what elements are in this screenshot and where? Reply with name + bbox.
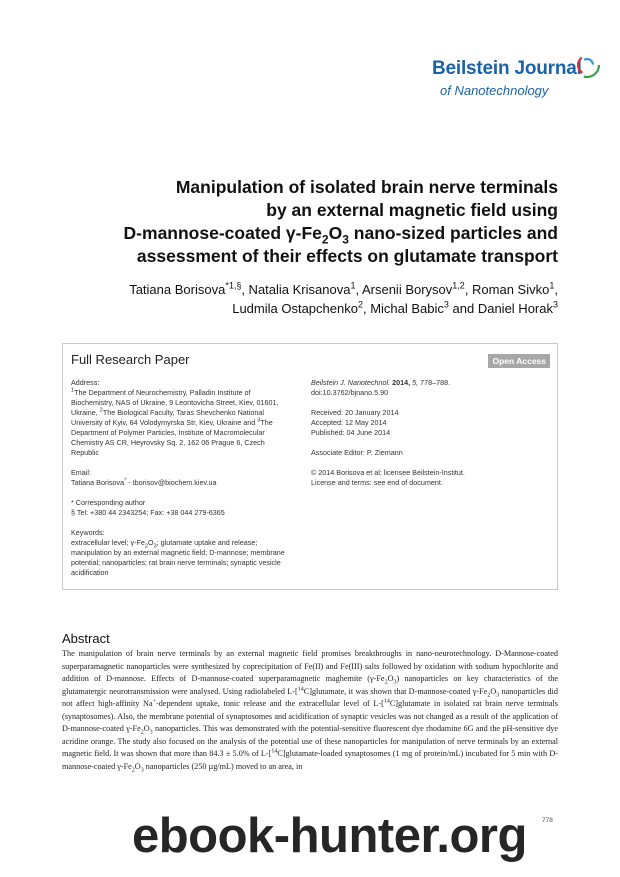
license-terms: License and terms: see end of document. bbox=[311, 478, 443, 487]
corresponding-author: * Corresponding author bbox=[71, 498, 146, 507]
citation: Beilstein J. Nanotechnol. 2014, 5, 778–788. bbox=[311, 378, 451, 387]
keywords-text: extracellular level; $\gamma-Fe_2O_3$; glutamate uptake and release; manipulation by an external magnetic field; D-mannose; membrane potential; nanoparticles; rat brain nerve terminals; synaptic vesicle acidification bbox=[71, 538, 285, 577]
keywords-label: Keywords: bbox=[71, 528, 105, 537]
article-title bbox=[38, 176, 558, 268]
dates-block bbox=[311, 408, 551, 438]
title-text: O bbox=[328, 223, 343, 243]
author-line-2 bbox=[38, 299, 558, 318]
corresponding-block bbox=[71, 498, 293, 518]
abstract-heading: Abstract bbox=[62, 631, 110, 646]
email-block bbox=[71, 468, 293, 488]
author-line-1: Tatiana Borisova$^{*1,\S}$, Natalia Krisanova$^1$, Arsenii Borysov$^{1,2}$, Roman Sivko$^1$, bbox=[129, 280, 558, 297]
affiliation-marker: 1 bbox=[549, 280, 555, 291]
title-subscript: 3 bbox=[342, 232, 349, 247]
title-text: D-mannose-coated γ-Fe bbox=[123, 223, 322, 243]
author-name[interactable]: , Natalia Krisanova bbox=[241, 282, 351, 297]
title-line-3 bbox=[38, 222, 558, 245]
license-block bbox=[311, 468, 551, 488]
copyright: © 2014 Borisova et al; licensee Beilstein-Institut. bbox=[311, 468, 465, 477]
affiliation-marker: 3 bbox=[443, 299, 449, 310]
affiliation-marker: 3 bbox=[552, 299, 558, 310]
address-block bbox=[71, 378, 293, 458]
watermark-text: ebook-hunter.org bbox=[132, 809, 527, 863]
doi-link[interactable]: doi:10.3762/bjnano.5.90 bbox=[311, 388, 389, 397]
citation-block bbox=[311, 378, 551, 398]
author-name[interactable]: Tatiana Borisova bbox=[129, 282, 226, 297]
title-line-2: by an external magnetic field using bbox=[266, 200, 558, 220]
published-date: Published: 04 June 2014 bbox=[311, 428, 391, 437]
page-number: 778 bbox=[542, 817, 553, 824]
author-name[interactable]: , Arsenii Borysov bbox=[355, 282, 453, 297]
affiliation-marker: 1,2 bbox=[452, 280, 465, 291]
author-list bbox=[38, 280, 558, 318]
affiliation-marker: 2 bbox=[357, 299, 363, 310]
affiliation-marker: *1,§ bbox=[225, 280, 242, 291]
author-name[interactable]: , Roman Sivko bbox=[464, 282, 550, 297]
email-label: Email: bbox=[71, 468, 91, 477]
tel-fax: § Tel: +380 44 2343254; Fax: +38 044 279-6365 bbox=[71, 508, 225, 517]
editor-block bbox=[311, 448, 551, 458]
journal-subtitle: of Nanotechnology bbox=[440, 83, 549, 98]
author-name[interactable]: , Michal Babic bbox=[362, 301, 444, 316]
author-name[interactable]: and Daniel Horak bbox=[448, 301, 553, 316]
address-text: $^1$The Department of Neurochemistry, Palladin Institute of Biochemistry, NAS of Ukraine, 9 Leontovicha Street, Kiev, 01601, Ukraine, $^2$The Biological Faculty, Taras Shevchenko National University of Kyiv, 64 Volodymyrska Str, Kiev, Ukraine and $^3$The Department of Polymer Particles, Institute of Macromolecular Chemistry AS CR, Heyrovsky Sq. 2, 162 06 Prague 6, Czech Republic bbox=[71, 387, 279, 457]
title-text: nano-sized particles and bbox=[348, 223, 558, 243]
address-label: Address: bbox=[71, 378, 100, 387]
keywords-block bbox=[71, 528, 293, 578]
affiliation-marker: 1 bbox=[350, 280, 356, 291]
journal-swirl-icon bbox=[572, 50, 602, 80]
open-access-badge: Open Access bbox=[488, 354, 550, 368]
title-line-4: assessment of their effects on glutamate transport bbox=[136, 246, 558, 266]
title-subscript: 2 bbox=[321, 232, 329, 247]
accepted-date: Accepted: 12 May 2014 bbox=[311, 418, 387, 427]
article-info-box bbox=[62, 343, 558, 590]
paper-type: Full Research Paper bbox=[71, 352, 190, 367]
received-date: Received: 20 January 2014 bbox=[311, 408, 399, 417]
associate-editor: Associate Editor: P. Ziemann bbox=[311, 448, 403, 457]
info-left-column bbox=[71, 378, 293, 588]
abstract-text: The manipulation of brain nerve terminals by an external magnetic field promises breakthroughs in nano-neurotechnology. D-Mannose-coated superparamagnetic nanoparticles were synthesized by coprecipitation of Fe(II) and Fe(III) salts followed by oxidation with sodium hypochlorite and addition of D-mannose. Effects of D-mannose-coated superparamagnetic maghemite $(\gamma-Fe_2O_3)$ nanoparticles on key characteristics of the glutamatergic neurotransmission were analysed. Using radiolabeled L-[$^{14}$C]glutamate, it was shown that D-mannose-coated $\gamma-Fe_2O_3$ nanoparticles did not affect high-affinity Na+-dependent uptake, tonic release and the extracellular level of L-[$^{14}$C]glutamate in isolated rat brain nerve terminals (synaptosomes). Also, the membrane potential of synaptosomes and acidification of synaptic vesicles was not changed as a result of the application of D-mannose-coated $\gamma-Fe_2O_3$ nanoparticles. This was demonstrated with the potential-sensitive fluorescent dye rhodamine 6G and the pH-sensitive dye acridine orange. The study also focused on the analysis of the potential use of these nanoparticles for manipulation of nerve terminals by an external magnetic field. It was shown that more than 84.3 ± 5.0% of L-[$^{14}$C]glutamate-loaded synaptosomes (1 mg of protein/mL) incubated for 5 min with D-mannose-coated $\gamma-Fe_2O_3$ nanoparticles (250 µg/mL) moved to an area, in bbox=[62, 649, 558, 774]
journal-name: Beilstein Journal bbox=[432, 58, 582, 79]
title-line-1: Manipulation of isolated brain nerve terminals bbox=[175, 177, 558, 197]
journal-logo bbox=[432, 50, 607, 110]
info-right-column bbox=[311, 378, 551, 498]
email-line[interactable]: Tatiana Borisova* - tborisov@biochem.kiev.ua bbox=[71, 477, 217, 487]
author-name[interactable]: Ludmila Ostapchenko bbox=[232, 301, 358, 316]
